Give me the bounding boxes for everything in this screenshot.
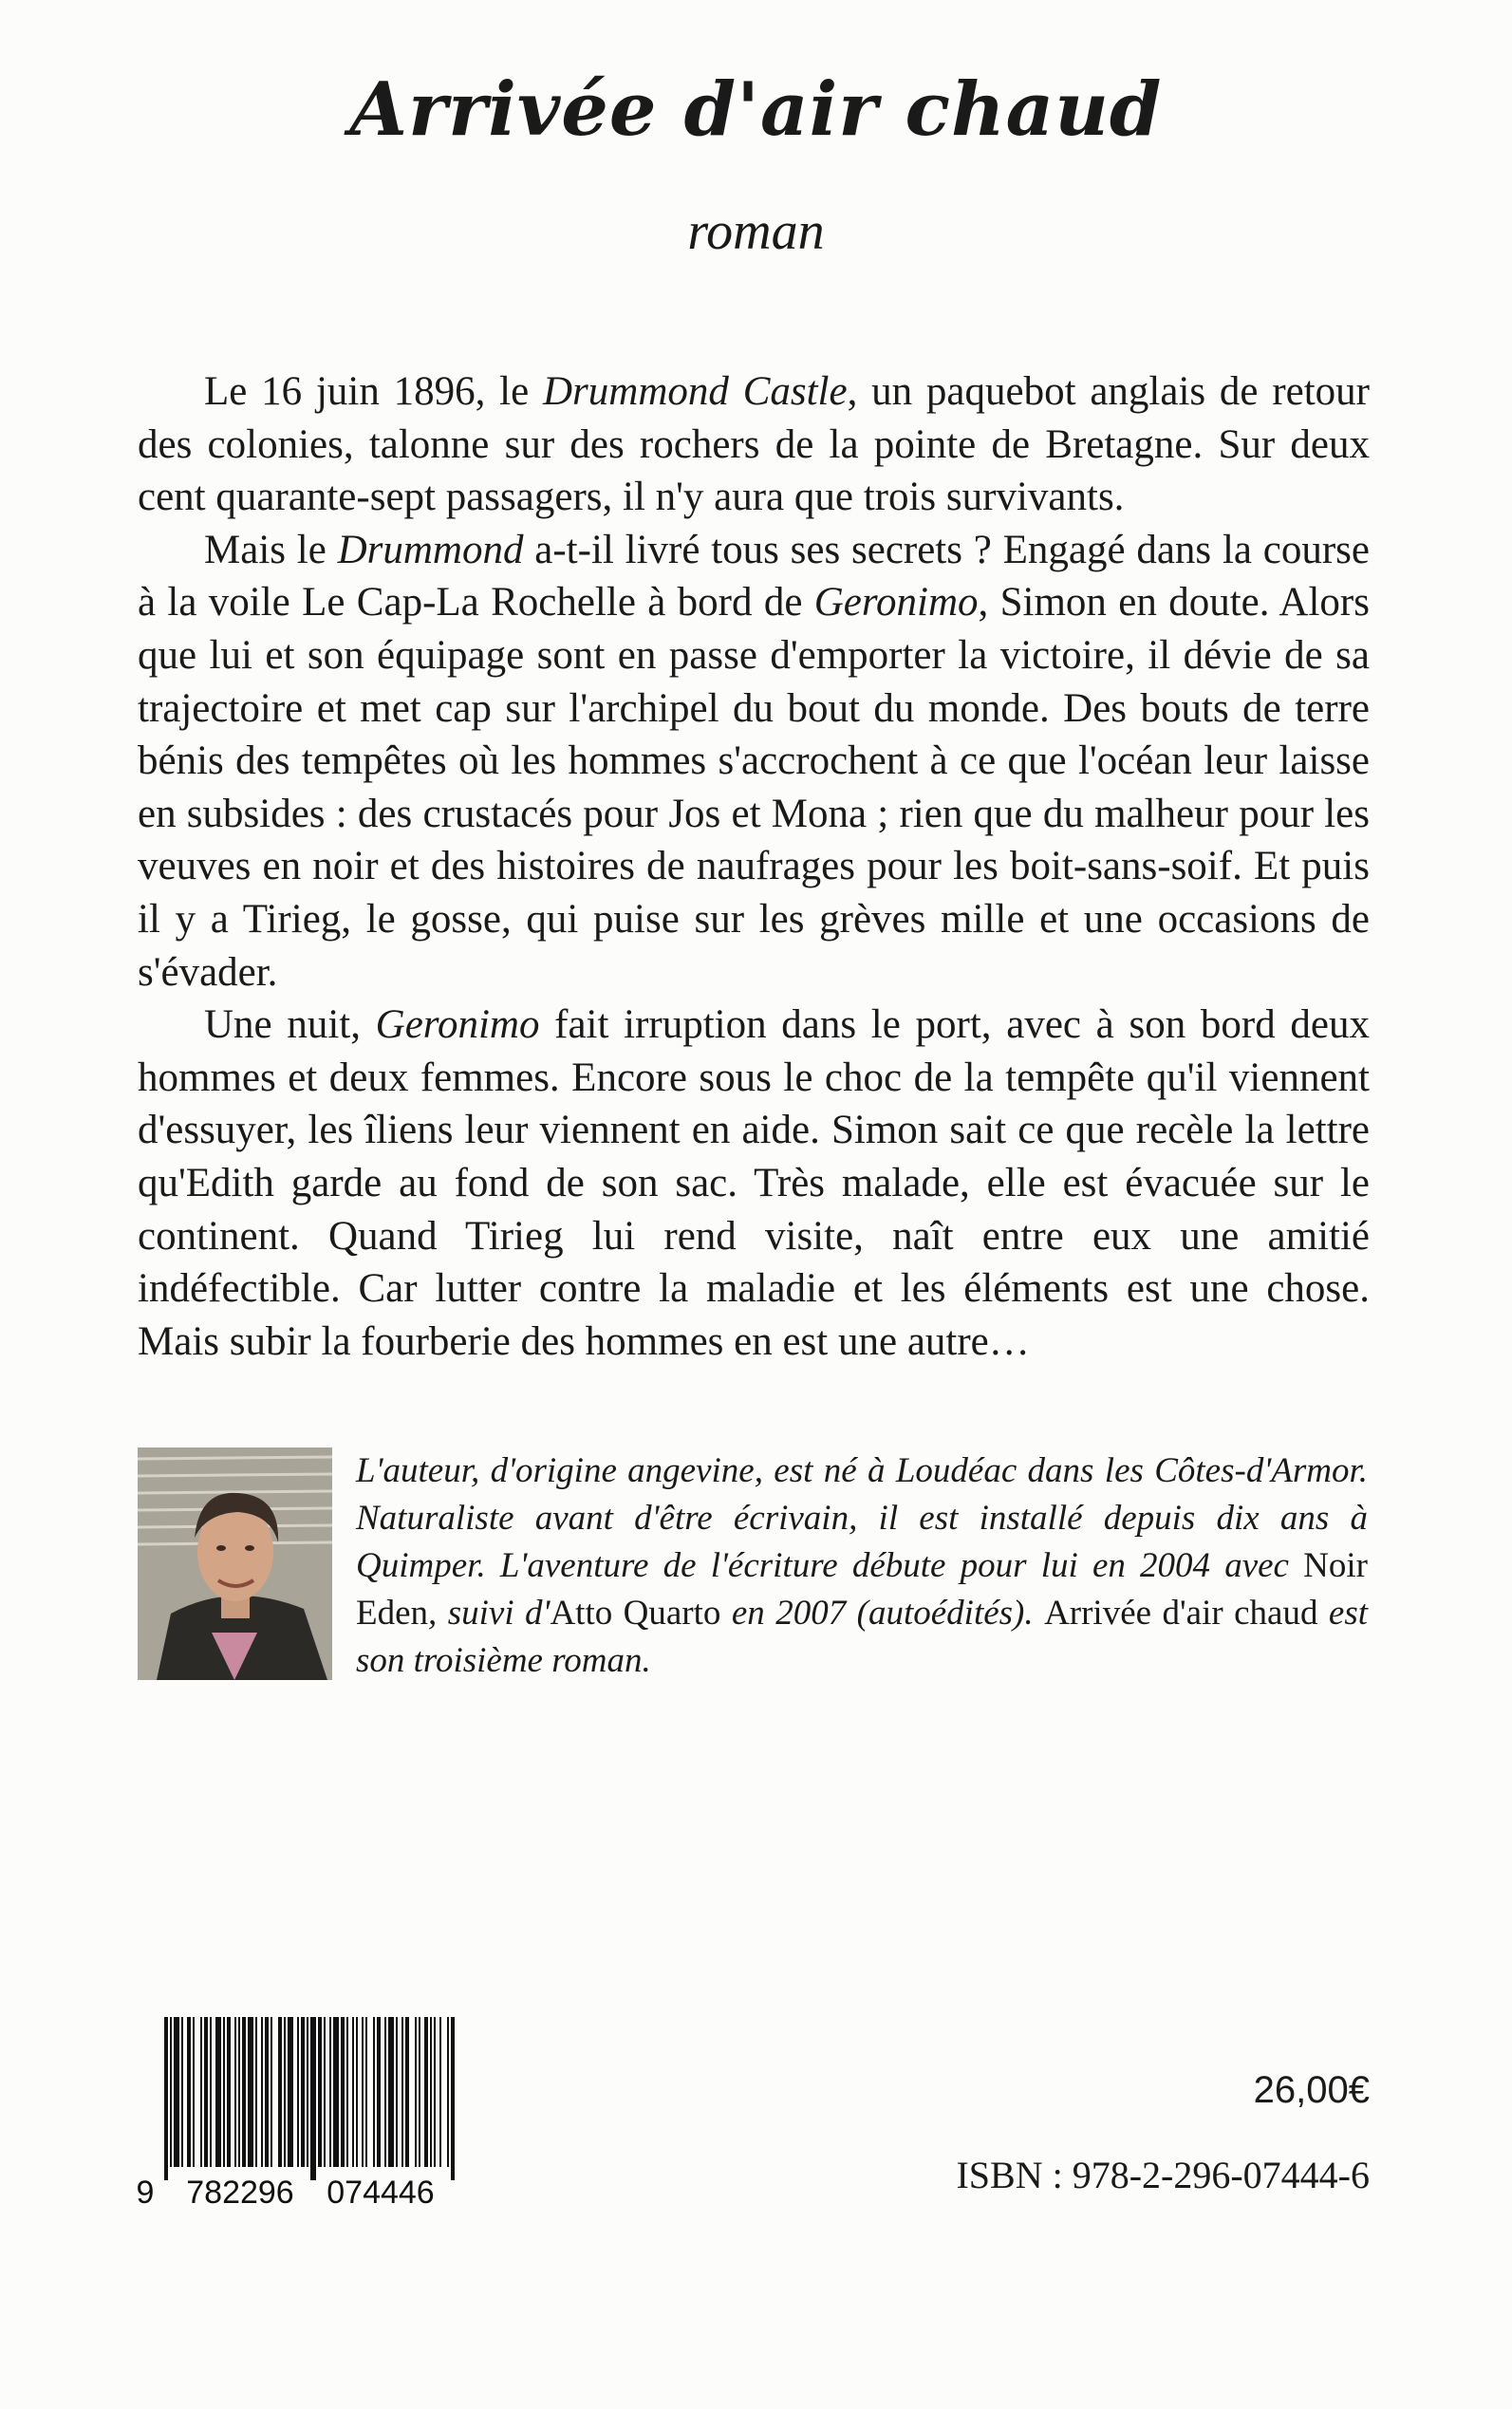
barcode-bar <box>430 2017 432 2167</box>
barcode-bar <box>434 2017 436 2167</box>
text-run: fait irruption dans le port, avec à son bord deux hommes et deux femmes. Encore sous le choc de la tempête qu'il viennent d'essuyer, les îliens leur viennent en aide. Simon sait ce que recèle la lettre qu'Edith garde au fond de son sac. Très malade, elle est évacuée sur le continent. Quand Tirieg lui rend visite, naît entre eux une amitié indéfectible. Car lutter contre la maladie et les éléments est une chose. Mais subir la fourberie des hommes en est une autre… <box>138 1002 1370 1364</box>
barcode-bar <box>242 2017 246 2167</box>
barcode-bar <box>234 2017 236 2167</box>
barcode-bar <box>265 2017 269 2167</box>
barcode-bar <box>384 2017 386 2167</box>
barcode-bar <box>415 2017 417 2167</box>
barcode-bar <box>346 2017 348 2167</box>
author-portrait-image <box>138 1447 332 1680</box>
barcode-bar <box>324 2017 326 2167</box>
italic-title-run: Drummond <box>337 527 524 572</box>
barcode-bar <box>341 2017 345 2167</box>
barcode-bars <box>164 2017 455 2180</box>
summary-paragraph <box>138 524 1370 999</box>
author-photo <box>138 1447 332 1680</box>
barcode-bar <box>401 2017 403 2167</box>
barcode-bar <box>333 2017 339 2167</box>
barcode-bar <box>307 2017 308 2167</box>
barcode-bar <box>329 2017 331 2167</box>
barcode-bar <box>439 2017 441 2167</box>
book-genre: roman <box>687 202 825 261</box>
barcode-bar <box>297 2017 299 2167</box>
barcode-image <box>138 2017 479 2207</box>
barcode-bar <box>310 2017 316 2180</box>
barcode-bar <box>271 2017 272 2167</box>
barcode-bar <box>210 2017 212 2167</box>
barcode-bar <box>365 2017 367 2167</box>
barcode-bar <box>278 2017 282 2167</box>
bio-text-run: en 2007 (autoédités). <box>720 1594 1045 1633</box>
book-title: Arrivée d'air chaud <box>349 66 1163 153</box>
barcode-digits: 074446 <box>327 2175 435 2207</box>
barcode-bar <box>377 2017 381 2167</box>
barcode-bar <box>215 2017 221 2167</box>
text-run: , Simon en doute. Alors que lui et son équipage sont en passe d'emporter la victoire, il dévie de sa trajectoire et met cap sur l'archipel du bout du monde. Des bouts de terre bénis des tempêtes où les hommes s'accrochent à ce que l'océan leur laisse en subsides : des crustacés pour Jos et Mona ; rien que du malheur pour les veuves en noir et des histoires de naufrages pour les boit-sans-soif. Et puis il y a Tirieg, le gosse, qui puise sur les grèves mille et une occasions de s'évader. <box>138 580 1370 995</box>
book-title-run: Atto Quarto <box>550 1594 721 1633</box>
barcode-bar <box>447 2017 449 2167</box>
text-run: Mais le <box>204 527 338 572</box>
barcode-bar <box>318 2017 322 2167</box>
barcode-bar <box>204 2017 208 2167</box>
bio-text-run: est son troisième roman. <box>356 1594 1369 1680</box>
barcode-bar <box>388 2017 394 2167</box>
barcode-bar <box>181 2017 183 2167</box>
barcode-bar <box>284 2017 286 2167</box>
barcode-bar <box>396 2017 398 2167</box>
barcode-bar <box>419 2017 420 2167</box>
bio-text-run: , suivi d' <box>428 1594 551 1633</box>
barcode-bar <box>174 2017 179 2167</box>
isbn-barcode <box>138 2017 479 2207</box>
barcode-bar <box>288 2017 293 2167</box>
summary-text <box>138 365 1370 1368</box>
barcode-bar <box>424 2017 428 2167</box>
isbn-number: ISBN : 978-2-296-07444-6 <box>956 2154 1370 2196</box>
summary-paragraph <box>138 999 1370 1368</box>
barcode-bar <box>451 2017 455 2180</box>
italic-title-run: Drummond Castle <box>543 369 848 414</box>
barcode-bar <box>248 2017 253 2167</box>
barcode-bar <box>164 2017 168 2180</box>
barcode-bar <box>238 2017 240 2167</box>
text-run: , un paquebot anglais de retour des colonies, talonne sur des rochers de la pointe de Bretagne. Sur deux cent quarante-sept passagers, il n'y aura que trois survivants. <box>138 369 1370 520</box>
barcode-bar <box>227 2017 231 2167</box>
barcode-bar <box>187 2017 191 2167</box>
barcode-bar <box>193 2017 195 2167</box>
barcode-digits: 782296 <box>186 2175 294 2207</box>
barcode-bar <box>200 2017 202 2167</box>
text-run: Le 16 juin 1896, le <box>204 369 543 414</box>
barcode-bar <box>301 2017 305 2167</box>
text-run: Une nuit, <box>204 1002 376 1048</box>
barcode-digits: 9 <box>138 2175 155 2207</box>
barcode-bar <box>405 2017 409 2167</box>
barcode-bar <box>352 2017 354 2167</box>
bio-text-run: L'auteur, d'origine angevine, est né à Loudéac dans les Côtes-d'Armor. Naturaliste avant d'être écrivain, il est installé depuis dix ans à Quimper. L'aventure de l'écriture débute pour lui en 2004 avec <box>356 1451 1368 1585</box>
italic-title-run: Geronimo <box>375 1002 540 1048</box>
summary-paragraph <box>138 365 1370 524</box>
italic-title-run: Geronimo <box>813 580 979 626</box>
barcode-bar <box>362 2017 364 2167</box>
text-run: a-t-il livré tous ses secrets ? Engagé dans la course à la voile Le Cap-La Rochelle à bord de <box>138 527 1370 626</box>
book-title-run: Noir Eden <box>356 1546 1368 1633</box>
barcode-bar <box>373 2017 375 2167</box>
barcode-bar <box>255 2017 257 2167</box>
author-biography <box>356 1447 1368 1685</box>
barcode-bar <box>261 2017 263 2167</box>
book-title-run: Arrivée d'air chaud <box>1044 1594 1318 1633</box>
price: 26,00€ <box>1253 2069 1370 2111</box>
barcode-bar <box>223 2017 225 2167</box>
barcode-bar <box>356 2017 358 2167</box>
barcode-bar <box>170 2017 172 2167</box>
